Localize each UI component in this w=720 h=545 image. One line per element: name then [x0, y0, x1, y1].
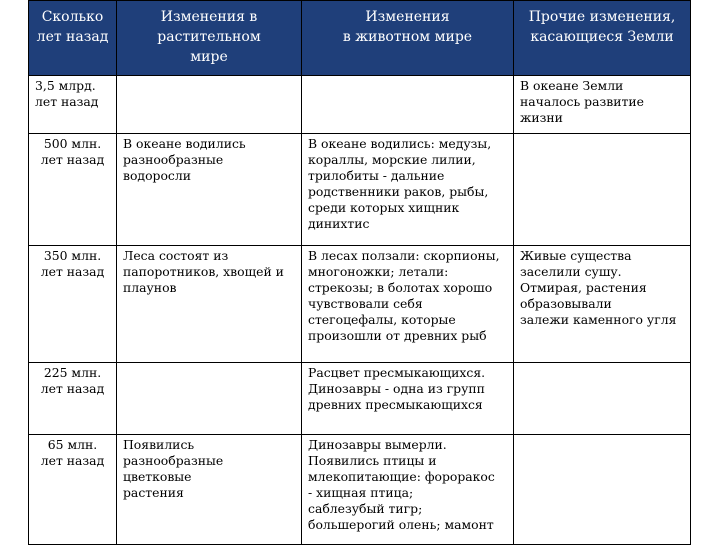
plants-cell — [117, 76, 302, 134]
animals-cell: В лесах ползали: скорпионы, многоножки; летали: стрекозы; в болотах хорошо чувствовали себя стегоцефалы, которые произошли от древних рыб — [302, 246, 514, 363]
header-years-ago: Сколько лет назад — [29, 1, 117, 76]
era-cell: 65 млн. лет назад — [29, 435, 117, 545]
header-other-changes: Прочие изменения, касающиеся Земли — [514, 1, 691, 76]
era-cell: 225 млн. лет назад — [29, 363, 117, 435]
header-plant-changes: Изменения в растительном мире — [117, 1, 302, 76]
animals-cell: Расцвет пресмыкающихся. Динозавры - одна из групп древних пресмыкающихся — [302, 363, 514, 435]
table-row — [29, 246, 691, 363]
table-row — [29, 134, 691, 246]
header-animal-changes: Изменения в животном мире — [302, 1, 514, 76]
era-cell: 500 млн. лет назад — [29, 134, 117, 246]
other-cell — [514, 435, 691, 545]
animals-cell — [302, 76, 514, 134]
plants-cell: В океане водились разнообразные водоросли — [117, 134, 302, 246]
plants-cell: Леса состоят из папоротников, хвощей и плаунов — [117, 246, 302, 363]
other-cell: Живые существа заселили сушу. Отмирая, растения образовывали залежи каменного угля — [514, 246, 691, 363]
evolution-table — [28, 0, 691, 545]
plants-cell: Появились разнообразные цветковые растения — [117, 435, 302, 545]
other-cell: В океане Земли началось развитие жизни — [514, 76, 691, 134]
table-row — [29, 435, 691, 545]
animals-cell: В океане водились: медузы, кораллы, морские лилии, трилобиты - дальние родственники раков, рыбы, среди которых хищник динихтис — [302, 134, 514, 246]
other-cell — [514, 134, 691, 246]
table-row — [29, 76, 691, 134]
animals-cell: Динозавры вымерли. Появились птицы и млекопитающие: фороракос - хищная птица; саблезубый тигр; большерогий олень; мамонт — [302, 435, 514, 545]
era-cell: 350 млн. лет назад — [29, 246, 117, 363]
era-cell: 3,5 млрд. лет назад — [29, 76, 117, 134]
table-row — [29, 363, 691, 435]
other-cell — [514, 363, 691, 435]
plants-cell — [117, 363, 302, 435]
table-header-row — [29, 1, 691, 76]
